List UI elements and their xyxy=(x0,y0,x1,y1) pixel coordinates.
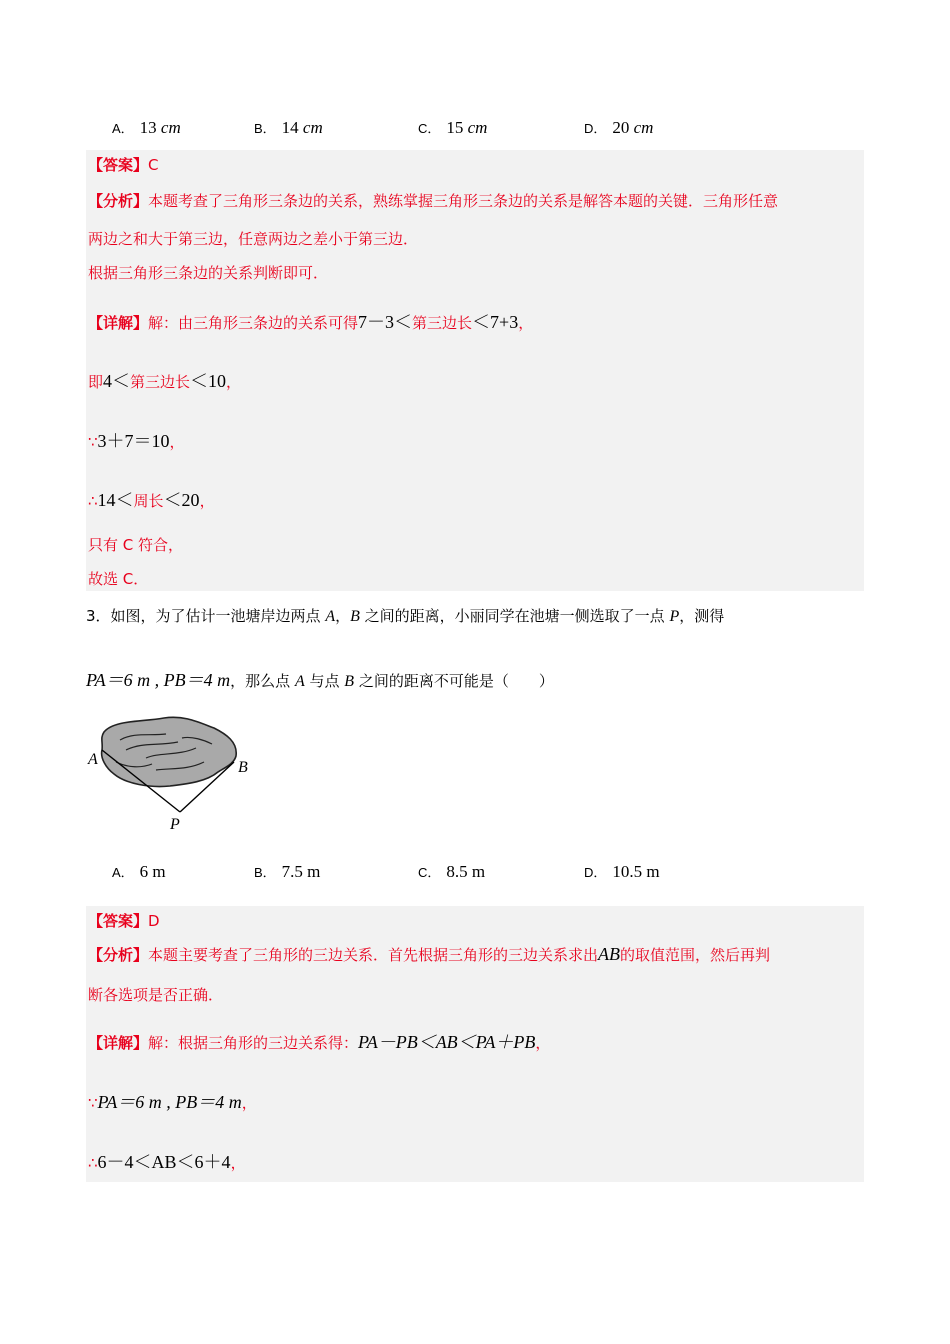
q2-analysis-line-2: 两边之和大于第三边，任意两边之差小于第三边． xyxy=(88,230,419,248)
q2-option-d: D． 20 cm xyxy=(584,118,654,137)
q3-detail-line-2: ∵PA＝6 m , PB＝4 m， xyxy=(88,1092,257,1112)
q2-analysis-line-1: 【分析】本题考查了三角形三条边的关系，熟练掌握三角形三条边的关系是解答本题的关键．三角形任意 xyxy=(88,192,779,210)
label-b: B xyxy=(238,759,248,776)
q3-answer-line: 【答案】D xyxy=(88,912,160,930)
q3-analysis-line-2: 断各选项是否正确． xyxy=(88,986,224,1004)
q3-detail-line-1: 【详解】解：根据三角形的三边关系得：PA－PB＜AB＜PA＋PB， xyxy=(88,1032,551,1052)
q2-detail-line-4: ∴14＜周长＜20， xyxy=(88,490,215,510)
q2-detail-line-1: 【详解】解：由三角形三条边的关系可得7－3＜第三边长＜7+3， xyxy=(88,312,534,332)
label-p: P xyxy=(170,816,180,833)
q3-options xyxy=(112,862,812,884)
q2-detail-line-3: ∵3＋7＝10， xyxy=(88,431,185,451)
q3-option-d: D． 10.5 m xyxy=(584,862,660,881)
q3-analysis-line-1: 【分析】本题主要考查了三角形的三边关系．首先根据三角形的三边关系求出AB的取值范围，然后再判 xyxy=(88,944,771,964)
q2-option-c: C． 15 cm xyxy=(418,118,488,137)
q3-stem-line-1: 3．如图，为了估计一池塘岸边两点 A，B 之间的距离，小丽同学在池塘一侧选取了一点 P，测得 xyxy=(86,607,725,625)
q2-detail-line-5: 只有 C 符合， xyxy=(88,536,184,554)
q3-option-b: B． 7.5 m xyxy=(254,862,321,881)
q2-analysis-line-3: 根据三角形三条边的关系判断即可． xyxy=(88,264,329,282)
q3-detail-line-3: ∴6－4＜AB＜6＋4， xyxy=(88,1152,246,1172)
q3-option-c: C． 8.5 m xyxy=(418,862,486,881)
q2-option-a: A． 13 cm xyxy=(112,118,181,137)
q3-option-a: A． 6 m xyxy=(112,862,166,881)
pond-figure xyxy=(86,712,266,837)
q2-options xyxy=(112,118,812,140)
q2-option-b: B． 14 cm xyxy=(254,118,323,137)
q2-answer-line: 【答案】C xyxy=(88,156,159,174)
q2-detail-line-2: 即4＜第三边长＜10， xyxy=(88,371,242,391)
q2-solution-box xyxy=(86,150,864,591)
label-a: A xyxy=(88,751,98,768)
q2-detail-line-6: 故选 C． xyxy=(88,570,149,588)
q3-stem-line-2: PA＝6 m , PB＝4 m，那么点 A 与点 B 之间的距离不可能是（ ） xyxy=(86,670,554,690)
q3-solution-box xyxy=(86,906,864,1182)
